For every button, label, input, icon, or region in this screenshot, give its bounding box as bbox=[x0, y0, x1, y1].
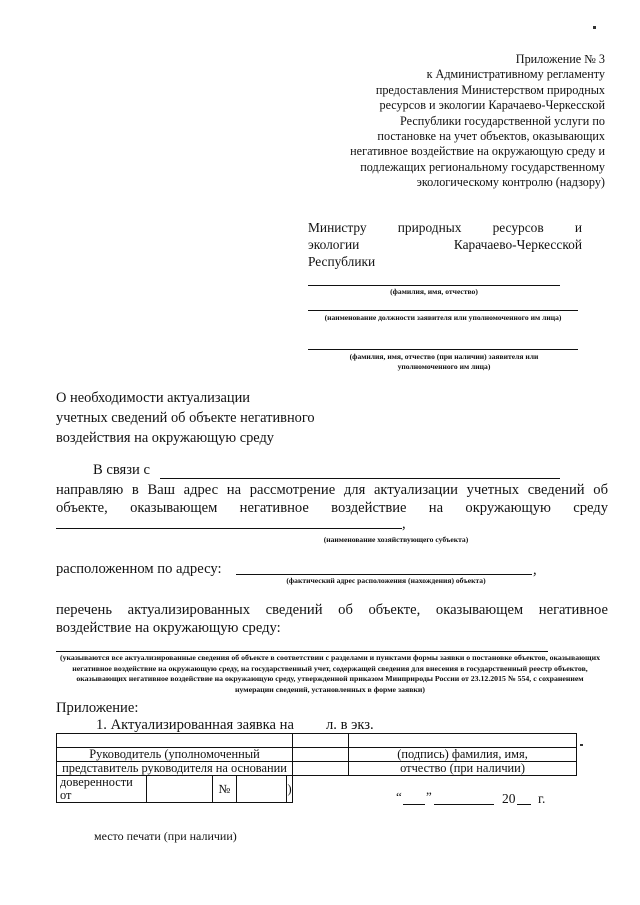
table-row bbox=[57, 762, 577, 776]
in-connection-text: В связи с bbox=[93, 462, 150, 478]
fio-field-line[interactable] bbox=[308, 285, 560, 286]
appendix-line: ресурсов и экологии Карачаево-Черкесской bbox=[379, 98, 605, 113]
footnote: (указываются все актуализированные сведения об объекте в соответствии с разделами и пунктами формы заявки о постановке объектов, оказывающих негативное воздействие на окружающую среду, на государственный учет, содержащей сведения для внесения в государственный реестр объектов, оказывающих негативное воздействие на окружающую среду, утвержденной приказом Минприроды России от 23.12.2015 № 554, с сохранением нумерации сведений, установленных в форме заявки) bbox=[59, 653, 601, 694]
date-year: 20 bbox=[502, 791, 516, 806]
attachment-item: 1. Актуализированная заявка на bbox=[96, 717, 294, 733]
subject-line: О необходимости актуализации bbox=[56, 390, 250, 406]
comma: , bbox=[533, 562, 537, 578]
located-label: расположенном по адресу: bbox=[56, 561, 222, 577]
signature-table bbox=[56, 733, 577, 803]
date-quote-close: ” bbox=[426, 789, 432, 804]
object-line: объекте, оказывающем негативное воздействие на окружающую среду bbox=[56, 500, 608, 516]
subject-line: учетных сведений об объекте негативного bbox=[56, 410, 315, 426]
appendix-line: подлежащих региональному государственному bbox=[360, 159, 605, 174]
signature-cell[interactable] bbox=[293, 748, 349, 762]
proxy-from-label: доверенности от bbox=[57, 776, 147, 803]
appendix-line: к Административному регламенту bbox=[426, 67, 605, 82]
table-row bbox=[57, 748, 577, 762]
appendix-line: Республики государственной услуги по bbox=[400, 113, 605, 128]
year-field-line[interactable] bbox=[517, 804, 531, 805]
date-quote-open: “ bbox=[396, 789, 402, 804]
closing-paren: ) bbox=[287, 776, 293, 803]
attachment-label: Приложение: bbox=[56, 700, 139, 716]
applicant-caption: (фамилия, имя, отчество (при наличии) заявителя или уполномоченного им лица) bbox=[349, 352, 539, 371]
applicant-field-line[interactable] bbox=[308, 349, 578, 350]
head-left-2: представитель руководителя на основании bbox=[57, 762, 293, 776]
appendix-line: экологическому контролю (надзору) bbox=[416, 175, 605, 190]
proxy-number-cell[interactable] bbox=[237, 776, 287, 803]
send-line: направляю в Ваш адрес на рассмотрение для актуализации учетных сведений об bbox=[56, 482, 608, 498]
attachment-item-tail: л. в экз. bbox=[326, 717, 374, 733]
head-right-2: отчество (при наличии) bbox=[349, 762, 577, 776]
month-field-line[interactable] bbox=[434, 804, 494, 805]
appendix-line: постановке на учет объектов, оказывающих bbox=[377, 129, 605, 144]
table-row bbox=[57, 776, 577, 803]
subject-block bbox=[56, 388, 396, 448]
stamp-note: место печати (при наличии) bbox=[94, 829, 237, 843]
corner-mark bbox=[593, 26, 596, 29]
appendix-line: предоставления Министерством природных bbox=[375, 82, 605, 97]
fio-caption: (фамилия, имя, отчество) bbox=[390, 287, 478, 296]
address-field-line[interactable] bbox=[236, 574, 532, 575]
reason-field-line[interactable] bbox=[160, 478, 560, 479]
comma: , bbox=[402, 516, 406, 532]
appendix-header bbox=[275, 52, 605, 191]
number-sign: № bbox=[213, 776, 237, 803]
addressee-line-3: Республики bbox=[308, 254, 376, 269]
addressee-line-2: экологии Карачаево-Черкесской bbox=[308, 237, 582, 252]
proxy-date-cell[interactable] bbox=[147, 776, 213, 803]
date-suffix: г. bbox=[538, 791, 546, 806]
head-right-1: (подпись) фамилия, имя, bbox=[349, 748, 577, 762]
day-field-line[interactable] bbox=[403, 804, 425, 805]
info-field-line[interactable] bbox=[56, 651, 548, 652]
list-line-1: перечень актуализированных сведений об объекте, оказывающем негативное bbox=[56, 602, 608, 618]
address-caption: (фактический адрес расположения (нахождения) объекта) bbox=[286, 576, 486, 585]
head-left-1: Руководитель (уполномоченный bbox=[57, 748, 293, 762]
appendix-line: негативное воздействие на окружающую среду и bbox=[350, 144, 605, 159]
table-row bbox=[57, 734, 577, 748]
position-caption: (наименование должности заявителя или уполномоченного им лица) bbox=[324, 313, 562, 322]
position-field-line[interactable] bbox=[308, 310, 578, 311]
table-mark bbox=[580, 744, 583, 746]
entity-field-line[interactable] bbox=[56, 528, 402, 529]
subject-line: воздействия на окружающую среду bbox=[56, 430, 275, 446]
list-line-2: воздействие на окружающую среду: bbox=[56, 620, 281, 636]
entity-caption: (наименование хозяйствующего субъекта) bbox=[323, 535, 469, 544]
addressee-line-1: Министру природных ресурсов и bbox=[308, 220, 582, 235]
appendix-line: Приложение № 3 bbox=[515, 52, 605, 66]
